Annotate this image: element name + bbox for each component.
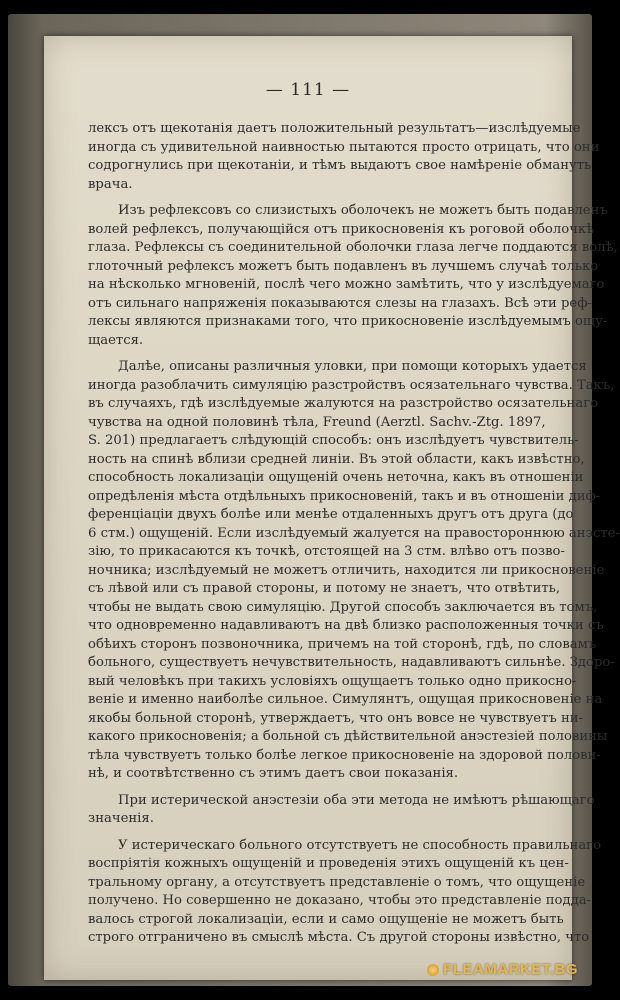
text-line: врача. [88,176,133,192]
text-line: валось строгой локализаціи, если и само ощущеніе не можетъ быть [88,911,564,927]
text-line: лексъ отъ щекотанія даетъ положительный результатъ—изслѣдуемые [88,121,581,136]
text-line: ференціаціи двухъ болѣе или менѣе отдаленныхъ другъ отъ друга (до [88,507,574,522]
page-body-text [88,120,620,956]
paragraph [88,358,620,784]
book-page [44,36,620,980]
text-line: S. 201) предлагаетъ слѣдующій способъ: онъ изслѣдуетъ чувствитель- [88,433,579,448]
text-line: какого прикосновенія; а больной съ дѣйствительной анэстезіей половины [88,729,608,744]
text-line: глаза. Рефлексы съ соединительной оболочки глаза легче поддаются волѣ, [88,240,618,255]
text-line: чувства на одной половинѣ тѣла, Freund (Aerztl. Sachv.-Ztg. 1897, [88,414,546,430]
text-line: иногда съ удивительной наивностью пытаются просто отрицать, что они [88,139,600,155]
text-line: опредѣленія мѣста отдѣльныхъ прикосновеній, такъ и въ отношеніи диф- [88,488,601,504]
text-line: содрогнулись при щекотаніи, и тѣмъ выдаютъ свое намѣреніе обмануть [88,158,592,173]
text-line: отъ сильнаго напряженія показываются слезы на глазахъ. Всѣ эти реф- [88,295,592,311]
text-line: Изъ рефлексовъ со слизистыхъ оболочекъ не можетъ быть подавленъ [118,203,608,218]
text-line: 6 стм.) ощущеній. Если изслѣдуемый жалуется на правостороннюю анэсте- [88,525,620,541]
text-line: что одновременно надавливаютъ на двѣ близко расположенныя точки съ [88,618,604,633]
text-line: лексы являются признаками того, что прикосновеніе изслѣдуемымъ ощу- [88,314,608,329]
text-line: зію, то прикасаются къ точкѣ, отстоящей на 3 стм. влѣво отъ позво- [88,544,565,559]
text-line: способность локализаціи ощущеній очень неточна, какъ въ отношеніи [88,470,584,485]
text-line: Далѣе, описаны различныя уловки, при помощи которыхъ удается [118,359,587,374]
text-line: строго отграничено въ смыслѣ мѣста. Съ другой стороны извѣстно, что [88,930,590,945]
paragraph [88,837,602,948]
text-line: ность на спинѣ вблизи средней линіи. Въ этой области, какъ извѣстно, [88,451,585,467]
text-line: съ лѣвой или съ правой стороны, и потому не знаетъ, что отвѣтить, [88,581,561,596]
logo-icon [427,964,439,976]
watermark-logo [427,961,578,978]
text-line: больного, существуетъ нечувствительность, надавливаютъ сильнѣе. Здоро- [88,655,615,670]
text-line: При истерической анэстезіи оба эти метода не имѣютъ рѣшающаго [118,792,595,808]
watermark-text: FLEAMARKET.BG [443,961,578,978]
text-line: якобы больной сторонѣ, утверждаетъ, что онъ вовсе не чувствуетъ ни- [88,710,584,726]
page-number: — 111 — [265,80,351,100]
text-line: веніе и именно наиболѣе сильное. Симулянтъ, ощущая прикосновеніе на [88,692,603,707]
paragraph [88,120,600,194]
text-line: чтобы не выдать свою симуляцію. Другой способъ заключается въ томъ, [88,599,598,615]
text-line: нѣ, и соотвѣтственно съ этимъ даетъ свои показанія. [88,766,459,781]
text-line: въ случаяхъ, гдѣ изслѣдуемые жалуются на разстройство осязательнаго [88,396,599,411]
text-line: У истерическаго больного отсутствуетъ не способность правильнаго [118,837,602,853]
text-line: значенія. [88,811,154,826]
text-line: тѣла чувствуетъ только болѣе легкое прикосновеніе на здоровой полови- [88,747,601,763]
paragraph [88,202,618,350]
text-line: щается. [88,332,144,348]
text-line: получено. Но совершенно не доказано, чтобы это представленіе подда- [88,893,592,908]
text-line: волей рефлексъ, получающійся отъ прикосновенія къ роговой оболочкѣ [88,221,595,237]
text-line: тральному органу, а отсутствуетъ представленіе о томъ, что ощущеніе [88,874,586,890]
text-line: вый человѣкъ при такихъ условіяхъ ощущаетъ только одно прикосно- [88,673,577,689]
text-line: воспріятія кожныхъ ощущеній и проведенія этихъ ощущеній къ цен- [88,856,569,871]
text-line: на нѣсколько мгновеній, послѣ чего можно замѣтить, что у изслѣдуемаго [88,277,605,292]
paragraph [88,792,595,829]
text-line: глоточный рефлексъ можетъ быть подавленъ въ лучшемъ случаѣ только [88,258,599,274]
text-line: обѣихъ сторонъ позвоночника, причемъ на той сторонѣ, гдѣ, по словамъ [88,636,597,652]
text-line: ночника; изслѣдуемый не можетъ отличить, находится ли прикосновеніе [88,562,605,578]
text-line: иногда разоблачить симуляцію разстройствъ осязательнаго чувства. Такъ, [88,377,615,393]
